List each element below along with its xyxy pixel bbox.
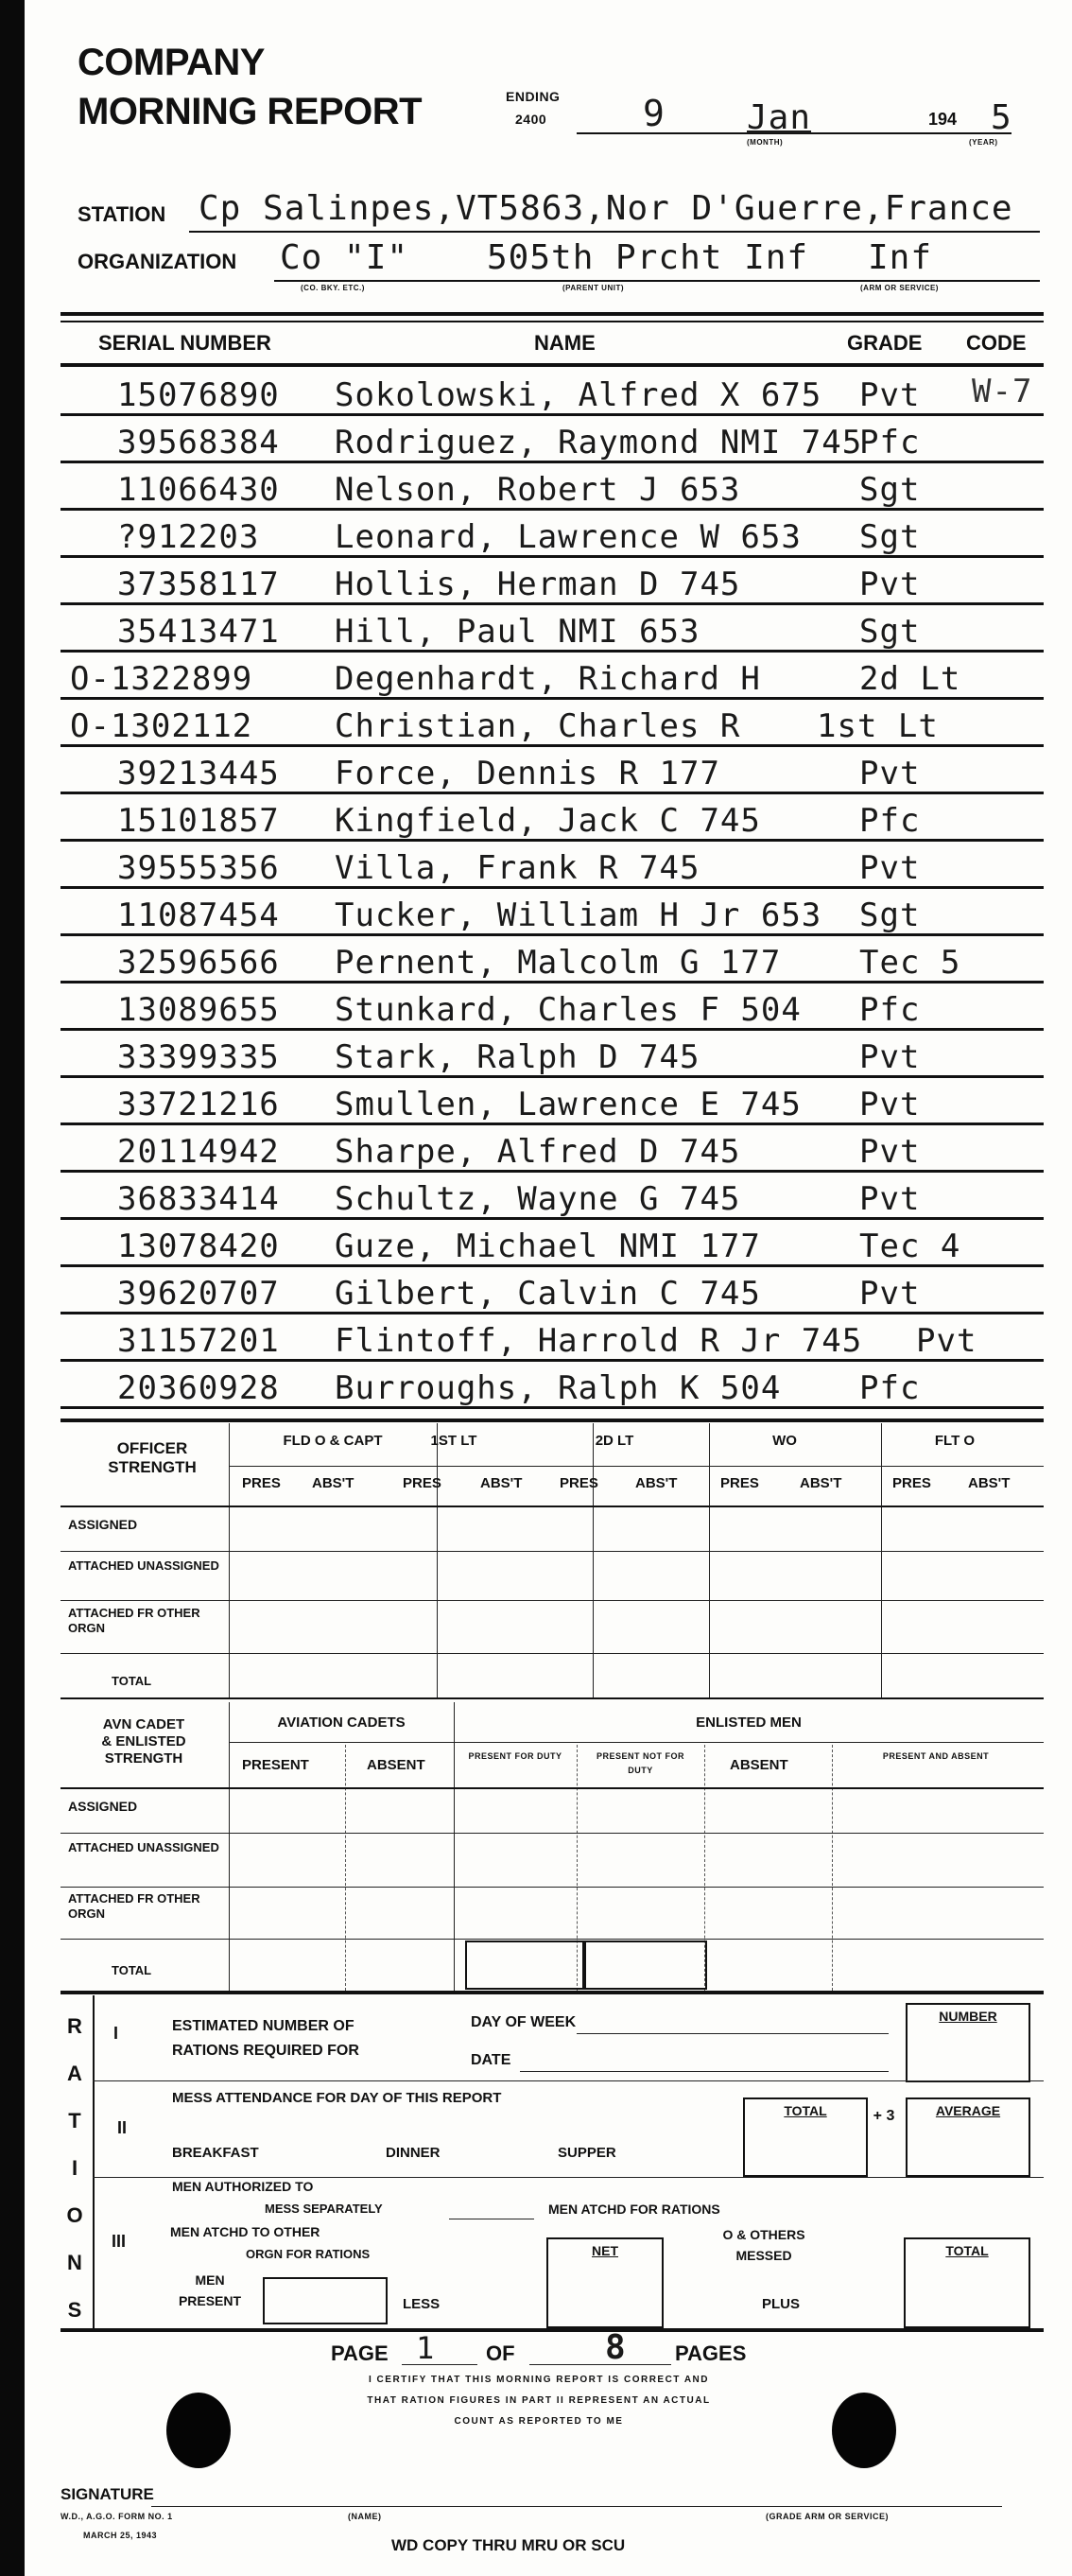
form-number: W.D., A.G.O. FORM NO. 1 [61, 2512, 173, 2521]
cert-line-1: I CERTIFY THAT THIS MORNING REPORT IS CORRECT AND [369, 2375, 709, 2385]
men-present-2: PRESENT [178, 2293, 242, 2308]
month-caption: (MONTH) [747, 138, 784, 147]
form-title-line1: COMPANY [78, 42, 265, 83]
of-label: OF [486, 2341, 515, 2365]
side-letter: S [67, 2298, 82, 2322]
enlisted-bottom-rule [61, 1991, 1044, 1994]
col-divider [437, 1423, 438, 1697]
est-line-1: ESTIMATED NUMBER OF [172, 2018, 354, 2034]
others-messed-label [707, 2224, 821, 2266]
net-label: NET [592, 2243, 618, 2258]
serial-number: 37358117 [117, 566, 280, 603]
average-label: AVERAGE [935, 2103, 1001, 2118]
roster-row [61, 1031, 1044, 1078]
organization-parent: 505th Prcht Inf [487, 238, 809, 277]
ending-label: ENDING [506, 89, 561, 104]
soldier-grade: 1st Lt [817, 707, 939, 745]
row-rule [61, 1406, 1044, 1409]
abs-label: ABS'T [635, 1475, 678, 1491]
roster-row [61, 983, 1044, 1031]
pres-label: PRES [560, 1475, 598, 1491]
rations-side-divider [93, 1995, 95, 2328]
code-header: CODE [966, 331, 1027, 355]
roster-row [61, 1267, 1044, 1314]
est-line-2: RATIONS REQUIRED FOR [172, 2043, 359, 2059]
roster-row [61, 936, 1044, 983]
serial-number: O-1302112 [70, 707, 253, 745]
serial-number: O-1322899 [70, 660, 253, 698]
grade-caption: (GRADE ARM OR SERVICE) [766, 2512, 890, 2521]
soldier-name: Tucker, William H Jr 653 [335, 896, 822, 934]
roster-row [61, 653, 1044, 700]
soldier-grade: Pfc [859, 1369, 921, 1407]
code-mark: W-7 [972, 373, 1033, 410]
officer-rule [61, 1551, 1044, 1552]
roster-row [61, 1220, 1044, 1267]
soldier-grade: Pvt [859, 755, 921, 792]
scan-edge [0, 0, 25, 2576]
organization-line [274, 280, 1040, 282]
grade-header: GRADE [847, 331, 923, 355]
roster-row [61, 1362, 1044, 1409]
soldier-grade: Pvt [859, 1275, 921, 1313]
men-present-box [263, 2277, 388, 2324]
serial-number: 15076890 [117, 376, 280, 414]
soldier-name: Guze, Michael NMI 177 [335, 1227, 761, 1265]
roster-row [61, 700, 1044, 747]
soldier-grade: Pvt [859, 566, 921, 603]
pres-label: PRES [892, 1475, 931, 1491]
serial-number: 32596566 [117, 944, 280, 982]
col-absent-2: ABSENT [730, 1757, 788, 1773]
page-number: 1 [416, 2330, 436, 2366]
organization-company: Co "I" [280, 238, 409, 277]
soldier-grade: Pfc [859, 802, 921, 840]
caption-arm: (ARM OR SERVICE) [860, 284, 939, 292]
col-present-not-for-duty: PRESENT NOT FOR DUTY [596, 1751, 684, 1775]
roster-top-rule [61, 312, 1044, 316]
organization-arm: Inf [868, 238, 933, 277]
roster-row [61, 416, 1044, 463]
soldier-name: Hollis, Herman D 745 [335, 566, 741, 603]
men-atchd-rations-label: MEN ATCHD FOR RATIONS [548, 2202, 720, 2217]
col-divider [345, 1745, 346, 1991]
roster-row [61, 1125, 1044, 1173]
col-divider [229, 1702, 230, 1991]
abs-label: ABS'T [800, 1475, 842, 1491]
soldier-name: Burroughs, Ralph K 504 [335, 1369, 782, 1407]
cert-line-3: COUNT AS REPORTED TO ME [454, 2416, 624, 2427]
soldier-grade: Pvt [859, 376, 921, 414]
date-label: DATE [471, 2052, 511, 2068]
breakfast-label: BREAKFAST [172, 2145, 259, 2161]
serial-number: 36833414 [117, 1180, 280, 1218]
cert-line-2: THAT RATION FIGURES IN PART II REPRESENT AN ACTUAL [367, 2395, 711, 2406]
soldier-name: Sharpe, Alfred D 745 [335, 1133, 741, 1171]
enlisted-row-total: TOTAL [112, 1963, 152, 1977]
atchd-other-line-1: MEN ATCHD TO OTHER [170, 2224, 320, 2239]
serial-number: 13089655 [117, 991, 280, 1029]
aviation-cadets-header: AVIATION CADETS [277, 1714, 406, 1731]
roster-top-rule-2 [61, 321, 1044, 322]
enlisted-title-3: STRENGTH [104, 1750, 183, 1767]
roster-row [61, 1078, 1044, 1125]
total-box-1 [465, 1941, 584, 1990]
estimated-rations-label [172, 2014, 359, 2063]
report-year-digit: 5 [991, 98, 1012, 137]
total-box-2 [584, 1941, 707, 1990]
section-iii: III [112, 2232, 127, 2251]
roster-row [61, 1314, 1044, 1362]
col-divider [593, 1423, 594, 1697]
soldier-name: Kingfield, Jack C 745 [335, 802, 761, 840]
enlisted-row-assigned: ASSIGNED [68, 1799, 138, 1814]
serial-number: 39213445 [117, 755, 280, 792]
serial-number: 39555356 [117, 849, 280, 887]
dinner-label: DINNER [386, 2145, 441, 2161]
officer-strength-title-1: OFFICER [116, 1439, 188, 1457]
roster-row [61, 747, 1044, 794]
punch-hole-left [166, 2393, 231, 2468]
soldier-name: Villa, Frank R 745 [335, 849, 700, 887]
signature-line [151, 2506, 1002, 2507]
enlisted-title-2: & ENLISTED [101, 1733, 186, 1749]
men-present-label [163, 2270, 257, 2311]
col-divider [229, 1423, 230, 1697]
station-label: STATION [78, 202, 166, 226]
men-present-1: MEN [195, 2272, 225, 2288]
abs-label: ABS'T [480, 1475, 523, 1491]
soldier-grade: Tec 5 [859, 944, 961, 982]
side-letter: I [71, 2156, 78, 2180]
section-i: I [113, 2024, 119, 2043]
serial-number: 11087454 [117, 896, 280, 934]
enlisted-row-attached-other: ATTACHED FR OTHER ORGN [68, 1891, 200, 1921]
supper-label: SUPPER [558, 2145, 616, 2161]
soldier-name: Flintoff, Harrold R Jr 745 [335, 1322, 863, 1360]
group-wo: WO [772, 1433, 797, 1449]
roster-row [61, 558, 1044, 605]
serial-number: 13078420 [117, 1227, 280, 1265]
roster-row [61, 842, 1044, 889]
col-divider [709, 1423, 710, 1697]
soldier-grade: Pvt [859, 1133, 921, 1171]
officer-row-attached-unassigned: ATTACHED UNASSIGNED [68, 1558, 219, 1573]
officer-rule [61, 1600, 1044, 1601]
soldier-grade: Pvt [859, 1086, 921, 1123]
enlisted-row-attached-unassigned: ATTACHED UNASSIGNED [68, 1840, 219, 1854]
rations-side-label [61, 2003, 89, 2334]
officer-strength-title-2: STRENGTH [108, 1458, 197, 1476]
officer-rule [61, 1653, 1044, 1654]
rations-total-label: TOTAL [945, 2243, 989, 2258]
report-day: 9 [643, 93, 666, 134]
col-present-for-duty: PRESENT FOR DUTY [468, 1751, 562, 1761]
soldier-name: Sokolowski, Alfred X 675 [335, 376, 822, 414]
certification-text [293, 2370, 785, 2432]
soldier-name: Force, Dennis R 177 [335, 755, 720, 792]
organization-label: ORGANIZATION [78, 250, 237, 273]
soldier-name: Stunkard, Charles F 504 [335, 991, 802, 1029]
roster-row [61, 794, 1044, 842]
serial-number: 35413471 [117, 613, 280, 651]
serial-number: 15101857 [117, 802, 280, 840]
serial-number: 20360928 [117, 1369, 280, 1407]
group-fld-o-capt: FLD O & CAPT [283, 1433, 383, 1449]
col-absent: ABSENT [367, 1757, 425, 1773]
signature-label: SIGNATURE [61, 2485, 154, 2503]
soldier-grade: Sgt [859, 896, 921, 934]
soldier-name: Pernent, Malcolm G 177 [335, 944, 782, 982]
abs-label: ABS'T [312, 1475, 354, 1491]
roster-row [61, 605, 1044, 653]
soldier-name: Nelson, Robert J 653 [335, 471, 741, 509]
soldier-name: Schultz, Wayne G 745 [335, 1180, 741, 1218]
roster-row [61, 889, 1044, 936]
soldier-name: Hill, Paul NMI 653 [335, 613, 700, 651]
officer-row-attached-other: ATTACHED FR OTHER ORGN [68, 1606, 200, 1635]
abs-label: ABS'T [968, 1475, 1011, 1491]
col-divider [832, 1745, 833, 1991]
enlisted-rule [61, 1833, 1044, 1834]
officer-bottom-rule [61, 1697, 1044, 1699]
rations-rule [93, 2080, 1044, 2081]
soldier-grade: Sgt [859, 518, 921, 556]
page-number-line [402, 2364, 477, 2365]
mess-total-label: TOTAL [784, 2103, 827, 2118]
col-present: PRESENT [242, 1757, 309, 1773]
soldier-name: Rodriguez, Raymond NMI 745 [335, 424, 863, 461]
date-line [520, 2071, 889, 2072]
plus-label: PLUS [762, 2296, 801, 2312]
pres-label: PRES [403, 1475, 441, 1491]
form-date: MARCH 25, 1943 [83, 2531, 158, 2540]
auth-line-2: MESS SEPARATELY [265, 2202, 383, 2216]
station-value: Cp Salinpes,VT5863,Nor D'Guerre,France [199, 189, 1013, 228]
officer-row-assigned: ASSIGNED [68, 1517, 138, 1532]
atchd-other-line-2: ORGN FOR RATIONS [246, 2247, 371, 2261]
soldier-name: Degenhardt, Richard H [335, 660, 761, 698]
mess-attendance-label: MESS ATTENDANCE FOR DAY OF THIS REPORT [172, 2090, 502, 2106]
group-flt-o: FLT O [934, 1433, 976, 1449]
side-letter: A [67, 2062, 82, 2085]
soldier-grade: Pvt [859, 1180, 921, 1218]
enlisted-men-header: ENLISTED MEN [696, 1714, 802, 1731]
serial-number: 39620707 [117, 1275, 280, 1313]
roster-row [61, 463, 1044, 511]
ending-time: 2400 [515, 112, 547, 127]
form-title-line2: MORNING REPORT [78, 91, 423, 132]
soldier-name: Gilbert, Calvin C 745 [335, 1275, 761, 1313]
roster-row [61, 369, 1044, 416]
page-label: PAGE [331, 2341, 389, 2365]
pres-label: PRES [720, 1475, 759, 1491]
side-letter: R [67, 2014, 82, 2038]
soldier-grade: Sgt [859, 613, 921, 651]
officer-strength-title [91, 1439, 214, 1477]
name-caption: (NAME) [348, 2512, 382, 2521]
officer-top-rule [61, 1419, 1044, 1422]
roster-header-rule [61, 363, 1044, 367]
auth-line-1: MEN AUTHORIZED TO [172, 2179, 314, 2194]
col-divider [881, 1423, 882, 1697]
enlisted-title-1: AVN CADET [102, 1716, 185, 1732]
serial-number: 31157201 [117, 1322, 280, 1360]
less-label: LESS [403, 2296, 441, 2312]
day-of-week-label: DAY OF WEEK [471, 2014, 577, 2030]
caption-parent: (PARENT UNIT) [562, 284, 625, 292]
soldier-grade: Pfc [859, 424, 921, 461]
soldier-name: Stark, Ralph D 745 [335, 1038, 700, 1076]
serial-number: 33399335 [117, 1038, 280, 1076]
soldier-grade: Pvt [859, 1038, 921, 1076]
soldier-grade: Sgt [859, 471, 921, 509]
soldier-grade: Pfc [859, 991, 921, 1029]
rations-rule [93, 2177, 1044, 2178]
plus-three-label: + 3 [873, 2108, 895, 2124]
col-present-and-absent: PRESENT AND ABSENT [882, 1751, 990, 1761]
roster-row [61, 1173, 1044, 1220]
punch-hole-right [832, 2393, 896, 2468]
officer-row-total: TOTAL [112, 1674, 152, 1688]
pres-label: PRES [242, 1475, 281, 1491]
roster-row [61, 511, 1044, 558]
side-letter: O [66, 2203, 83, 2227]
officer-rule [61, 1506, 1044, 1507]
year-prefix: 194 [928, 110, 958, 129]
enlisted-strength-title [68, 1716, 219, 1767]
section-ii: II [117, 2118, 128, 2137]
report-month: Jan [747, 98, 812, 137]
pages-label: PAGES [675, 2341, 747, 2365]
day-of-week-line [577, 2033, 889, 2034]
soldier-grade: Pvt [916, 1322, 977, 1360]
side-letter: N [67, 2251, 82, 2274]
group-1st-lt: 1ST LT [430, 1433, 477, 1449]
soldier-grade: Pvt [859, 849, 921, 887]
serial-number: 11066430 [117, 471, 280, 509]
subheader-rule [229, 1466, 1044, 1467]
others-line-1: O & OTHERS [722, 2227, 805, 2242]
total-pages: 8 [605, 2328, 627, 2367]
total-pages-line [529, 2364, 671, 2365]
year-caption: (YEAR) [969, 138, 998, 147]
serial-number: ?912203 [117, 518, 260, 556]
enlisted-rule [61, 1939, 1044, 1940]
serial-number: 20114942 [117, 1133, 280, 1171]
soldier-name: Smullen, Lawrence E 745 [335, 1086, 802, 1123]
serial-number: 39568384 [117, 424, 280, 461]
station-line [189, 231, 1040, 233]
enlisted-rule [61, 1887, 1044, 1888]
name-header: NAME [534, 331, 596, 355]
enlisted-rule [61, 1787, 1044, 1789]
subheader-rule [229, 1742, 1044, 1743]
soldier-grade: Tec 4 [859, 1227, 961, 1265]
soldier-grade: 2d Lt [859, 660, 961, 698]
wd-copy-note: WD COPY THRU MRU OR SCU [391, 2536, 626, 2554]
soldier-name: Leonard, Lawrence W 653 [335, 518, 802, 556]
rations-bottom-rule [61, 2328, 1044, 2332]
serial-number: 33721216 [117, 1086, 280, 1123]
group-2d-lt: 2D LT [595, 1433, 634, 1449]
number-label: NUMBER [939, 2009, 997, 2024]
col-divider [454, 1702, 455, 1991]
soldier-name: Christian, Charles R [335, 707, 741, 745]
others-line-2: MESSED [735, 2248, 792, 2263]
serial-number-header: SERIAL NUMBER [98, 331, 271, 355]
caption-company: (CO. BKY. ETC.) [301, 284, 365, 292]
side-letter: T [68, 2109, 81, 2132]
